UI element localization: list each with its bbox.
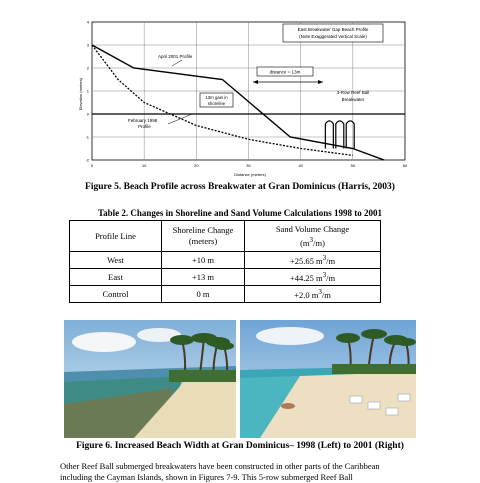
distance-label: distance = 13m: [269, 69, 301, 75]
y-axis-label: Elevation (meters): [78, 77, 83, 111]
distance-arrow-right-head: [318, 80, 323, 84]
cell-profile-line: Control: [70, 286, 162, 303]
cell-shoreline: +10 m: [162, 252, 245, 269]
cell-sand-volume: [245, 286, 381, 303]
reef-ball-label-2: Breakwater: [341, 97, 365, 102]
header-sand-1: Sand Volume Change: [275, 223, 350, 234]
feb-profile-label-2: Profile: [138, 124, 151, 129]
y-tick-label: 2: [86, 65, 89, 71]
chart-series: [92, 45, 384, 160]
y-tick-label: -2: [85, 157, 89, 163]
sand-unit: /m: [326, 272, 336, 283]
figure-5-caption: Figure 5. Beach Profile across Breakwater at Gran Dominicus (Harris, 2003): [85, 182, 395, 192]
header-shoreline-2: (meters): [188, 236, 218, 246]
table-row: [70, 252, 381, 269]
beach-profile-chart: [70, 14, 420, 182]
cell-profile-line: West: [70, 252, 162, 269]
x-tick-label: 30: [246, 163, 251, 168]
sand-value: +2.0 m: [294, 289, 319, 300]
beach-photo-1998: [64, 320, 236, 438]
cell-sand-volume: [245, 252, 381, 269]
header-sand-sup: 3: [309, 235, 314, 244]
april-label-leader: [172, 60, 182, 66]
beach-photo-2001: [240, 320, 416, 438]
header-shoreline-change: [162, 221, 245, 252]
x-tick-label: 20: [194, 163, 199, 168]
header-sand-end: /m): [313, 237, 325, 248]
sand-unit: /m: [326, 255, 336, 266]
distance-arrow-left-head: [253, 80, 258, 84]
sand-sup: 3: [322, 254, 327, 263]
x-tick-label: 50: [350, 163, 356, 168]
figure-6-caption: Figure 6. Increased Beach Width at Gran Dominicus– 1998 (Left) to 2001 (Right): [76, 441, 404, 451]
gain-label-1: 13m gain in: [205, 95, 228, 100]
gain-label-2: shoreline: [207, 101, 226, 106]
x-tick-label: 60: [402, 163, 408, 168]
legend-box-line-2: (Note Exaggerated Vertical Scale): [299, 34, 367, 39]
y-tick-label: 1: [86, 88, 89, 94]
shoreline-sand-table: [69, 220, 381, 303]
series-line-april-2001: [92, 45, 384, 160]
cell-sand-volume: [245, 269, 381, 286]
sand-sup: 3: [318, 288, 322, 297]
legend-box-line-1: East Breakwater Gap Beach Profile: [297, 27, 369, 32]
body-paragraph-line-2: including the Cayman Islands, shown in Figures 7-9. This 5-row submerged Reef Ball: [60, 472, 353, 482]
cell-shoreline: +13 m: [162, 269, 245, 286]
header-sand-unit: (m: [300, 237, 310, 248]
x-tick-label: 10: [141, 163, 147, 168]
body-paragraph-line-1: Other Reef Ball submerged breakwaters have been constructed in other parts of the Caribbean: [60, 461, 380, 471]
sand-value: +44.25 m: [289, 272, 323, 283]
reef-ball-row: [336, 121, 344, 149]
sand-value: +25.65 m: [289, 255, 323, 266]
table-row: [70, 269, 381, 286]
header-profile-line: Profile Line: [70, 221, 162, 252]
cell-profile-line: East: [70, 269, 162, 286]
table-row: [70, 286, 381, 303]
y-tick-label: -1: [85, 134, 89, 140]
y-tick-label: 3: [86, 42, 89, 48]
table-2-caption: Table 2. Changes in Shoreline and Sand Volume Calculations 1998 to 2001: [97, 208, 383, 218]
y-tick-label: 4: [86, 19, 89, 25]
cell-shoreline: 0 m: [162, 286, 245, 303]
x-axis-label: Distance (meters): [234, 172, 266, 177]
sand-sup: 3: [322, 271, 327, 280]
sand-unit: /m: [321, 289, 331, 300]
feb-profile-label-1: February 1998: [128, 118, 158, 123]
header-shoreline-1: Shoreline Change: [172, 225, 234, 235]
y-tick-label: 0: [86, 111, 89, 117]
x-tick-label: 40: [298, 163, 303, 168]
header-sand-volume-change: [245, 221, 381, 252]
april-profile-label: April 2001 Profile: [158, 54, 193, 59]
x-tick-label: 0: [90, 163, 94, 168]
table-header-row: [70, 221, 381, 252]
reef-ball-label-1: 3-Row Reef Ball: [336, 90, 370, 95]
